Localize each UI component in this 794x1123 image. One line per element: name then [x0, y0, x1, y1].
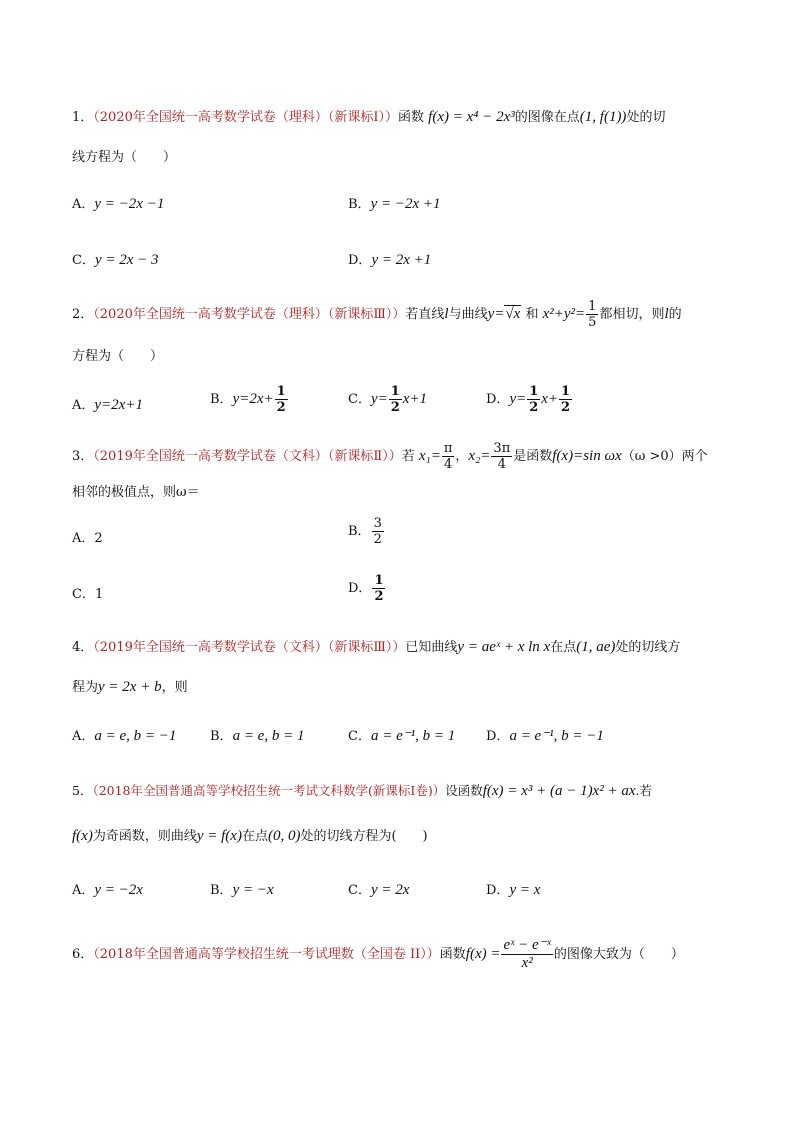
q1-function: f(x) = x⁴ − 2x³: [428, 109, 515, 125]
q5-option-b[interactable]: B．y = −x: [210, 882, 274, 898]
q2-option-b[interactable]: B．y=2x+ $\frac{1}{2}$: [210, 384, 286, 415]
q3-option-d[interactable]: D． $\frac{1}{2}$: [348, 573, 384, 604]
q5-stem-line2: f(x)为奇函数，则曲线y = f(x)在点(0, 0)处的切线方程为( ): [72, 828, 428, 844]
q2-option-c[interactable]: C．y= $\frac{1}{2}$ x+1: [348, 384, 428, 415]
question-2: 2．（2020年全国统一高考数学试卷（理科）（新课标Ⅲ））若直线l与曲线y=√x 和 x²+y²= $\frac{1}{5}$ 都相切，则l的: [72, 299, 682, 330]
question-6: 6．（2018年全国普通高等学校招生统一考试理数（全国卷 II））函数f(x) = $\frac{\text{eˣ − e⁻ˣ}}{\text{x²}}$ 的图像大致为（ ）: [72, 937, 684, 971]
q3-source: （2019年全国统一高考数学试卷（文科）（新课标Ⅱ））: [93, 449, 402, 464]
q1-option-b[interactable]: B．y = −2x +1: [348, 196, 441, 212]
q2-option-a[interactable]: A．y=2x+1: [72, 397, 143, 413]
q1-stem-pre: 函数: [398, 110, 425, 125]
q2-stem-line2: 方程为（ ）: [72, 349, 164, 364]
q5-source: （2018年全国普通高等学校招生统一考试文科数学(新课标Ⅰ卷)）: [92, 783, 446, 798]
q1-option-a[interactable]: A．y = −2x −1: [72, 196, 165, 212]
question-5: 5．（2018年全国普通高等学校招生统一考试文科数学(新课标Ⅰ卷)）设函数f(x) = x³ + (a − 1)x² + ax.若: [72, 783, 652, 799]
q4-source: （2019年全国统一高考数学试卷（文科）（新课标Ⅲ））: [93, 640, 406, 655]
sqrt-symbol: √x: [505, 306, 521, 322]
q2-frac: $\frac{1}{5}$: [588, 299, 597, 330]
q4-number: 4．: [72, 640, 94, 655]
q6-source: （2018年全国普通高等学校招生统一考试理数（全国卷 II））: [93, 947, 440, 962]
q5-option-d[interactable]: D．y = x: [486, 882, 541, 898]
q5-option-a[interactable]: A．y = −2x: [72, 882, 143, 898]
q1-source: （2020年全国统一高考数学试卷（理科）（新课标Ⅰ））: [93, 110, 399, 125]
q2-source: （2020年全国统一高考数学试卷（理科）（新课标Ⅲ））: [93, 307, 406, 322]
question-4: 4．（2019年全国统一高考数学试卷（文科）（新课标Ⅲ））已知曲线y = aeˣ + x ln x在点(1, ae)处的切线方: [72, 639, 681, 655]
q4-option-d[interactable]: D．a = e⁻¹, b = −1: [486, 728, 604, 744]
q1-option-d[interactable]: D．y = 2x +1: [348, 252, 432, 268]
q3-number: 3．: [72, 449, 94, 464]
q6-fraction: $\frac{\text{eˣ − e⁻ˣ}}{\text{x²}}$: [503, 937, 551, 971]
q3-option-a[interactable]: A．2: [72, 531, 103, 546]
q3-stem-line2: 相邻的极值点，则ω＝: [72, 485, 200, 500]
q1-number: 1．: [72, 110, 94, 125]
q2-number: 2．: [72, 307, 94, 322]
q1-stem-line2: 线方程为（ ）: [72, 150, 177, 165]
q1-point: (1, f(1)): [579, 109, 627, 125]
q4-option-b[interactable]: B．a = e, b = 1: [210, 728, 305, 744]
q6-number: 6．: [72, 947, 94, 962]
question-1: [72, 106, 665, 126]
q3-option-b[interactable]: B． $\frac{3}{2}$: [348, 516, 382, 547]
q2-option-d[interactable]: D．y= $\frac{1}{2}$ x+ $\frac{1}{2}$: [486, 384, 571, 415]
q4-stem-line2: 程为y = 2x + b，则: [72, 679, 188, 695]
question-3: 3．（2019年全国统一高考数学试卷（文科）（新课标Ⅱ））若 x₁= $\frac{\pi}{4}$ ，x₂= $\frac{3\pi}{4}$ 是函数f(x)=sin ωx（ω >0）两个: [72, 441, 708, 472]
q1-stem-post: 处的切: [626, 110, 666, 125]
q1-stem-mid: 的图像在点: [514, 110, 580, 125]
q5-number: 5．: [72, 783, 93, 798]
q5-option-c[interactable]: C．y = 2x: [348, 882, 410, 898]
q4-option-c[interactable]: C．a = e⁻¹, b = 1: [348, 728, 456, 744]
q4-option-a[interactable]: A．a = e, b = −1: [72, 728, 177, 744]
q3-option-c[interactable]: C．1: [72, 587, 104, 602]
q1-option-c[interactable]: C．y = 2x − 3: [72, 252, 159, 268]
